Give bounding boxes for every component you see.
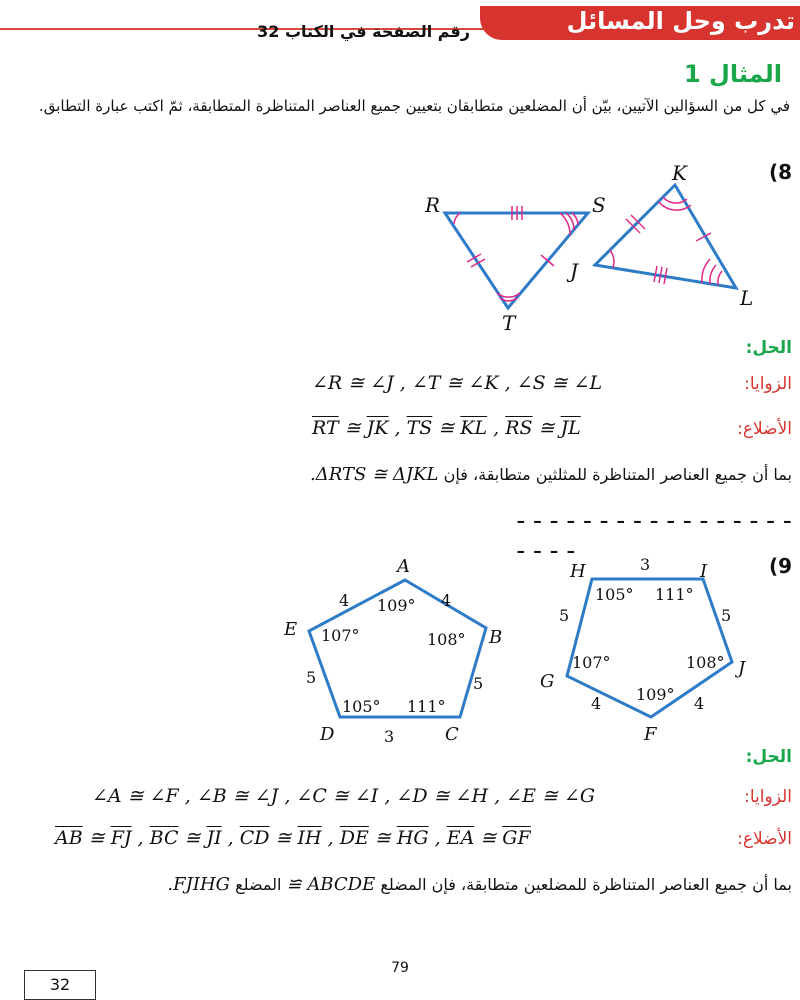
q9-angles-statement: ∠A ≅ ∠F , ∠B ≅ ∠J , ∠C ≅ ∠I , ∠D ≅ ∠H , ∠E ≅ ∠G: [92, 785, 596, 807]
angle-j: 108°: [686, 653, 725, 672]
section-divider: ---------------------: [513, 506, 797, 566]
angle-h: 105°: [595, 585, 634, 604]
angle-a: 109°: [377, 596, 416, 615]
vertex-label-j: J: [738, 658, 746, 679]
side-ea: $\overline{EA}$: [446, 827, 475, 849]
angle-f: 109°: [636, 685, 675, 704]
side-ts: $\overline{TS}$: [406, 417, 433, 439]
vertex-label-s: S: [592, 193, 606, 217]
q9-conclusion-math-2: FJIHG.: [167, 874, 231, 895]
vertex-label-r: R: [425, 193, 441, 217]
vertex-label-g: G: [540, 671, 555, 692]
vertex-label-f: F: [644, 724, 657, 745]
side-bc: $\overline{BC}$: [149, 827, 179, 849]
side-jk: $\overline{JK}$: [366, 417, 389, 439]
q9-sides-label: الأضلاع:: [737, 829, 792, 849]
side-kl: $\overline{KL}$: [460, 417, 488, 439]
side-jl: $\overline{JL}$: [560, 417, 581, 439]
vertex-label-i: I: [700, 561, 708, 582]
side-ij-length: 5: [721, 606, 732, 625]
q9-angles-label: الزوايا:: [744, 787, 792, 807]
side-ji: $\overline{JI}$: [206, 827, 222, 849]
instruction-text: في كل من السؤالين الآتيين، بيّن أن المضلعين متطابقان بتعيين جميع العناصر المتناظرة المتطابقة، ثمّ اكتب عبارة التطابق.: [38, 97, 790, 115]
q9-conclusion-text-1: بما أن جميع العناصر المتناظرة للمضلعين متطابقة، فإن المضلع: [380, 875, 792, 894]
side-ab-length: 4: [441, 591, 452, 610]
side-bc-length: 5: [473, 674, 484, 693]
side-ea-length: 4: [339, 591, 350, 610]
angle-c: 111°: [407, 697, 446, 716]
side-hi-length: 3: [640, 555, 651, 574]
vertex-label-c: C: [445, 724, 459, 745]
q9-conclusion-text-2: المضلع: [235, 875, 282, 894]
q9-sides-statement: $\overline{AB}$ ≅ $\overline{FJ}$ , $\overline{BC}$ ≅ $\overline{JI}$ , $\overline{CD}$ ≅ $\overline{IH}$ , $\overline{DE}$ ≅ $\overline{HG}$ , $\overline{EA}$ ≅ $\overline{GF}$: [55, 827, 531, 849]
q9-solution-label: الحل:: [745, 747, 792, 767]
q9-conclusion-math-1: ABCDE ≅: [286, 874, 376, 895]
question-9-number: (9: [768, 554, 792, 578]
vertex-label-j: J: [570, 259, 579, 283]
q8-angles-label: الزوايا:: [744, 374, 792, 394]
example-title: المثال 1: [683, 60, 782, 88]
page-box-number: 32: [24, 970, 96, 1000]
side-de: $\overline{DE}$: [339, 827, 369, 849]
side-hg: $\overline{HG}$: [396, 827, 429, 849]
side-jf-length: 4: [694, 694, 705, 713]
question-8-number: (8: [768, 160, 792, 184]
q8-sides-statement: $\overline{RT}$ ≅ $\overline{JK}$ , $\overline{TS}$ ≅ $\overline{KL}$ , $\overline{RS}$ ≅ $\overline{JL}$: [312, 417, 581, 439]
side-rt: $\overline{RT}$: [312, 417, 339, 439]
vertex-label-k: K: [672, 161, 687, 185]
side-fg-length: 4: [591, 694, 602, 713]
triangle-rst: [445, 213, 588, 308]
angle-e: 107°: [321, 626, 360, 645]
book-page-reference: رقم الصفحة في الكتاب 32: [257, 22, 470, 41]
q9-conclusion: [167, 874, 792, 895]
vertex-label-t: T: [502, 311, 516, 335]
vertex-label-d: D: [320, 724, 335, 745]
pentagons-figure: [270, 550, 770, 750]
angle-i: 111°: [655, 585, 694, 604]
side-cd-length: 3: [384, 727, 395, 746]
side-ih: $\overline{IH}$: [297, 827, 322, 849]
vertex-label-h: H: [570, 561, 586, 582]
q8-conclusion-text: بما أن جميع العناصر المتناظرة للمثلثين متطابقة، فإن: [443, 465, 792, 484]
side-cd: $\overline{CD}$: [239, 827, 270, 849]
side-de-length: 5: [306, 668, 317, 687]
section-title: تدرب وحل المسائل: [566, 7, 795, 35]
side-gh-length: 5: [559, 606, 570, 625]
vertex-label-l: L: [740, 286, 754, 310]
angle-g: 107°: [572, 653, 611, 672]
q8-angles-statement: ∠R ≅ ∠J , ∠T ≅ ∠K , ∠S ≅ ∠L: [312, 372, 603, 394]
triangles-figure: [400, 160, 780, 340]
side-rs: $\overline{RS}$: [505, 417, 533, 439]
side-fj: $\overline{FJ}$: [110, 827, 132, 849]
vertex-label-b: B: [489, 627, 503, 648]
angle-b: 108°: [427, 630, 466, 649]
q8-conclusion: [310, 464, 792, 485]
q8-sides-label: الأضلاع:: [737, 419, 792, 439]
vertex-label-e: E: [284, 619, 298, 640]
q8-conclusion-math: ΔRTS ≅ ΔJKL.: [310, 464, 439, 485]
side-gf: $\overline{GF}$: [502, 827, 531, 849]
angle-d: 105°: [342, 697, 381, 716]
side-ab: $\overline{AB}$: [55, 827, 83, 849]
page-number: 79: [391, 960, 409, 976]
q8-solution-label: الحل:: [745, 338, 792, 358]
vertex-label-a: A: [397, 556, 410, 577]
